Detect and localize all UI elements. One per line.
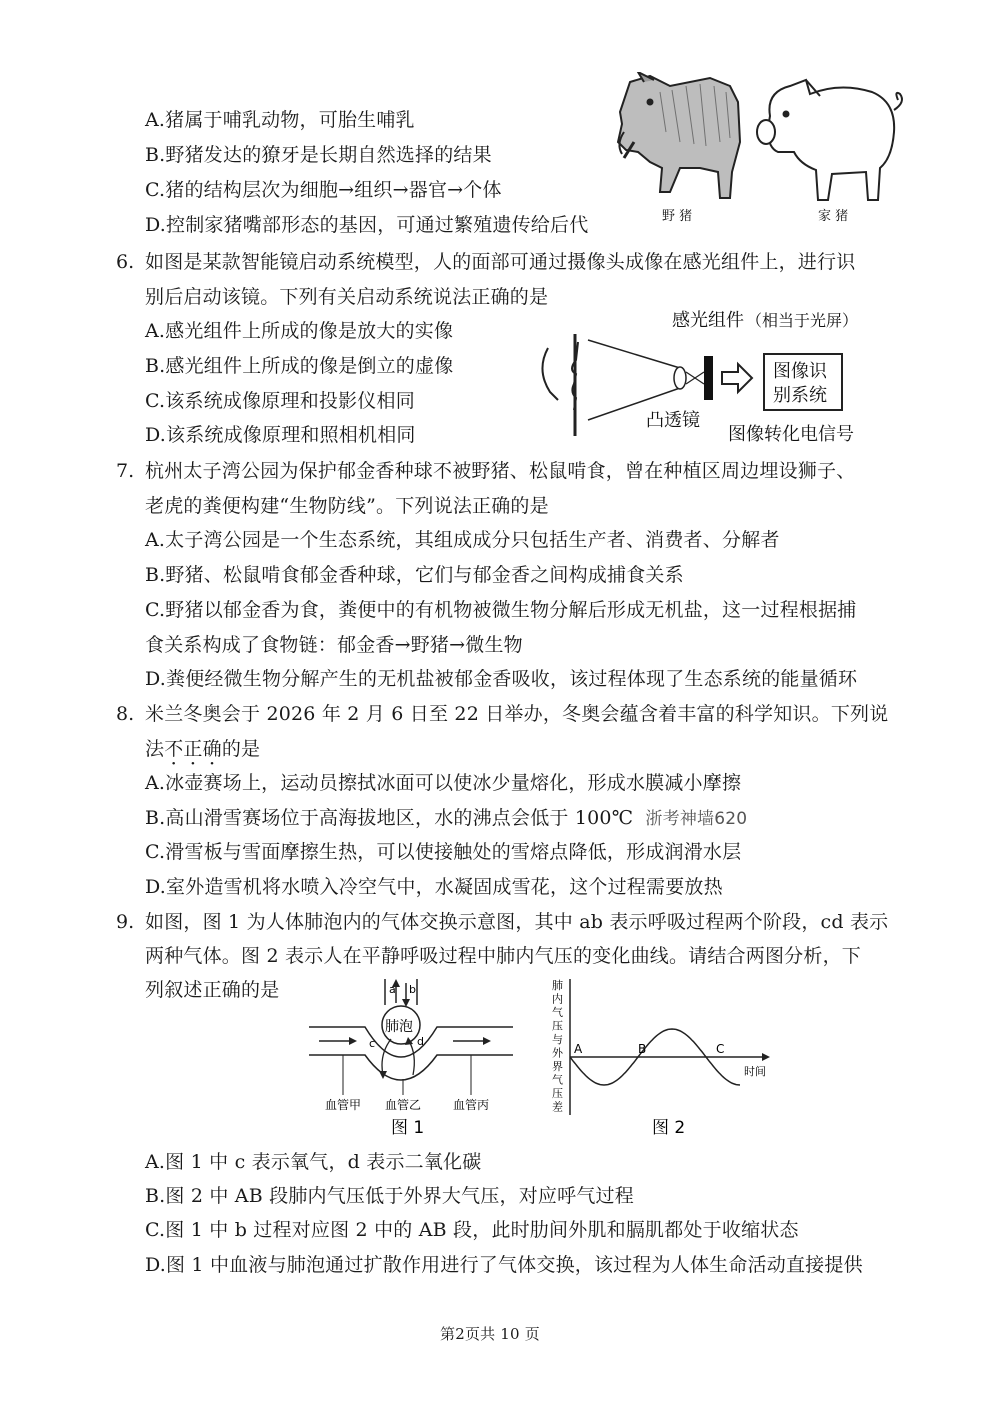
emphasis-char: 正 bbox=[183, 738, 203, 760]
watermark: 浙考神墙620 bbox=[645, 809, 748, 829]
q8-stem-line1: 米兰冬奥会于 2026 年 2 月 6 日至 22 日举办，冬奥会蕴含着丰富的科学知识。下列说 bbox=[145, 703, 889, 725]
system-label-line1: 图像识 bbox=[773, 361, 827, 382]
system-label-line2: 别系统 bbox=[773, 385, 827, 406]
emphasis-char: 确 bbox=[202, 738, 222, 760]
point-c-label: C bbox=[716, 1042, 725, 1056]
q7-option-b: B.野猪、松鼠啃食郁金香种球，它们与郁金香之间构成捕食关系 bbox=[145, 564, 684, 586]
label-b: b bbox=[409, 983, 416, 996]
y-axis-label-char: 肺 bbox=[552, 979, 563, 992]
q8-number: 8. bbox=[116, 703, 135, 725]
point-b-label: B bbox=[638, 1042, 647, 1056]
convex-lens bbox=[674, 367, 686, 389]
q6-stem-line1: 如图是某款智能镜启动系统模型，人的面部可通过摄像头成像在感光组件上，进行识 bbox=[145, 251, 856, 273]
signal-label: 图像转化电信号 bbox=[728, 424, 854, 445]
q6-stem-line2: 别后启动该镜。下列有关启动系统说法正确的是 bbox=[145, 286, 549, 308]
pressure-chart bbox=[548, 975, 776, 1140]
wild-boar-label: 野 猪 bbox=[662, 209, 693, 224]
smart-mirror-figure bbox=[530, 300, 880, 450]
y-axis-label bbox=[552, 978, 564, 1114]
q6-option-d: D.该系统成像原理和照相机相同 bbox=[145, 424, 416, 446]
q7-option-c-line1: C.野猪以郁金香为食，粪便中的有机物被微生物分解后形成无机盐，这一过程根据捕 bbox=[145, 599, 857, 621]
label-c: c bbox=[369, 1037, 376, 1050]
vessel-jia-label: 血管甲 bbox=[325, 1098, 362, 1112]
q9-option-d: D.图 1 中血液与肺泡通过扩散作用进行了气体交换，该过程为人体生命活动直接提供 bbox=[145, 1254, 863, 1276]
alveolus-label: 肺泡 bbox=[385, 1019, 413, 1035]
q8-option-b bbox=[145, 805, 747, 832]
q8-stem-prefix: 法 bbox=[145, 738, 165, 760]
q9-stem-line3: 列叙述正确的是 bbox=[145, 979, 280, 1001]
q5-option-a: A.猪属于哺乳动物，可胎生哺乳 bbox=[145, 109, 415, 131]
q6-option-a: A.感光组件上所成的像是放大的实像 bbox=[145, 320, 454, 342]
y-axis-label-char: 压 bbox=[552, 1087, 563, 1100]
sensor-label: 感光组件 bbox=[672, 310, 744, 331]
y-axis-label-char: 压 bbox=[552, 1019, 563, 1033]
page-footer: 第2页共 10 页 bbox=[440, 1325, 540, 1343]
emphasis-char: 不 bbox=[164, 738, 184, 760]
q8-option-d: D.室外造雪机将水喷入冷空气中，水凝固成雪花，这个过程需要放热 bbox=[145, 876, 723, 898]
sensor-note: （相当于光屏） bbox=[746, 311, 859, 330]
domestic-pig-label: 家 猪 bbox=[818, 209, 849, 224]
q7-option-c-line2: 食关系构成了食物链：郁金香→野猪→微生物 bbox=[145, 634, 523, 656]
vessel-bing-label: 血管丙 bbox=[453, 1098, 490, 1112]
q7-option-d: D.粪便经微生物分解产生的无机盐被郁金香吸收，该过程体现了生态系统的能量循环 bbox=[145, 668, 858, 690]
q9-option-a: A.图 1 中 c 表示氧气，d 表示二氧化碳 bbox=[145, 1151, 482, 1173]
domestic-pig-illustration bbox=[757, 80, 902, 200]
y-axis-label-char: 气 bbox=[552, 1073, 563, 1087]
figure-2-caption: 图 2 bbox=[652, 1118, 686, 1138]
y-axis-label-char: 气 bbox=[552, 1006, 563, 1019]
x-axis-label: 时间 bbox=[744, 1065, 766, 1078]
q9-stem-line1: 如图，图 1 为人体肺泡内的气体交换示意图，其中 ab 表示呼吸过程两个阶段，cd 表示 bbox=[145, 911, 889, 933]
q8-stem-suffix: 的是 bbox=[221, 738, 261, 760]
q9-stem-line2: 两种气体。图 2 表示人在平静呼吸过程中肺内气压的变化曲线。请结合两图分析，下 bbox=[145, 945, 861, 967]
y-axis-label-char: 与 bbox=[552, 1033, 563, 1046]
q6-option-b: B.感光组件上所成的像是倒立的虚像 bbox=[145, 355, 454, 377]
q5-option-b: B.野猪发达的獠牙是长期自然选择的结果 bbox=[145, 144, 492, 166]
q8-stem-line2 bbox=[145, 736, 260, 762]
q5-option-c: C.猪的结构层次为细胞→组织→器官→个体 bbox=[145, 179, 502, 201]
pig-figure bbox=[610, 72, 910, 232]
q7-stem-line1: 杭州太子湾公园为保护郁金香种球不被野猪、松鼠啃食，曾在种植区周边埋设狮子、 bbox=[145, 460, 856, 482]
label-a: a bbox=[389, 983, 396, 996]
figure-1-caption: 图 1 bbox=[391, 1118, 425, 1138]
q9-option-b: B.图 2 中 AB 段肺内气压低于外界大气压，对应呼气过程 bbox=[145, 1185, 634, 1207]
q7-stem-line2: 老虎的粪便构建“生物防线”。下列说法正确的是 bbox=[145, 495, 549, 517]
alveolus-figure bbox=[305, 975, 520, 1140]
y-axis-label-char: 差 bbox=[552, 1100, 563, 1114]
light-sensor bbox=[704, 356, 713, 400]
q7-number: 7. bbox=[116, 460, 135, 482]
y-axis-label-char: 内 bbox=[552, 992, 563, 1006]
q8-option-a: A.冰壶赛场上，运动员擦拭冰面可以使冰少量熔化，形成水膜减小摩擦 bbox=[145, 772, 742, 794]
q8-option-c: C.滑雪板与雪面摩擦生热，可以使接触处的雪熔点降低，形成润滑水层 bbox=[145, 841, 742, 863]
y-axis-label-char: 外 bbox=[552, 1046, 563, 1060]
q5-option-d: D.控制家猪嘴部形态的基因，可通过繁殖遗传给后代 bbox=[145, 214, 589, 236]
q9-number: 9. bbox=[116, 911, 135, 933]
signal-arrow-icon bbox=[722, 364, 752, 392]
label-d: d bbox=[417, 1035, 424, 1048]
q8-option-b-text: B.高山滑雪赛场位于高海拔地区，水的沸点会低于 100℃ bbox=[145, 807, 634, 829]
q6-option-c: C.该系统成像原理和投影仪相同 bbox=[145, 390, 415, 412]
q7-option-a: A.太子湾公园是一个生态系统，其组成成分只包括生产者、消费者、分解者 bbox=[145, 529, 780, 551]
y-axis-label-char: 界 bbox=[552, 1060, 563, 1073]
face-profile bbox=[542, 348, 558, 400]
point-a-label: A bbox=[574, 1042, 583, 1056]
lens-label: 凸透镜 bbox=[646, 410, 700, 431]
q6-number: 6. bbox=[116, 251, 135, 273]
q9-option-c: C.图 1 中 b 过程对应图 2 中的 AB 段，此时肋间外肌和膈肌都处于收缩状态 bbox=[145, 1219, 799, 1241]
vessel-yi-label: 血管乙 bbox=[385, 1098, 422, 1112]
